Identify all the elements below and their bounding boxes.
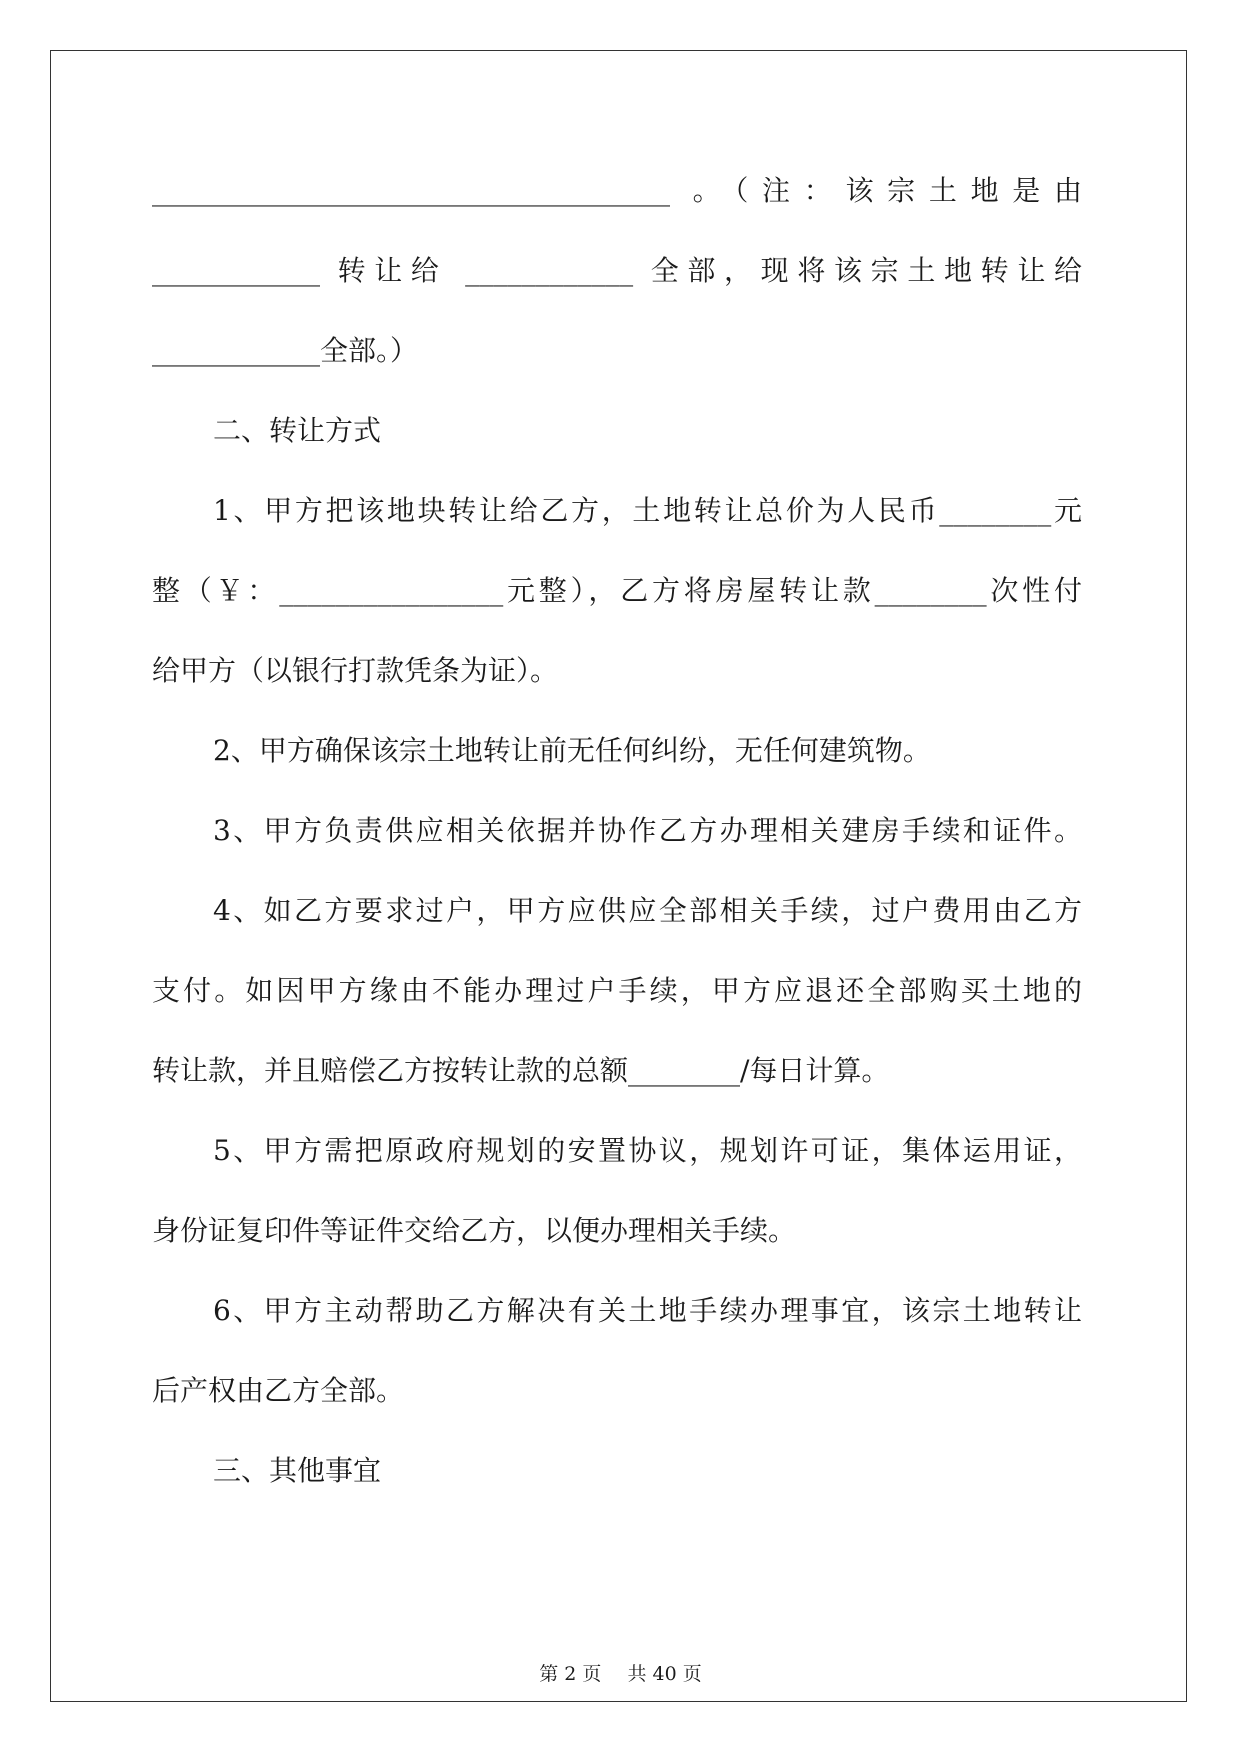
clause-4-line-1: 4、如乙方要求过户，甲方应供应全部相关手续，过户费用由乙方 [213,894,1082,927]
clause-3: 3、甲方负责供应相关依据并协作乙方办理相关建房手续和证件。 [213,814,1082,847]
clause-1-line-2: 整（￥：________________元整），乙方将房屋转让款________次性付 [152,574,1082,607]
page-number: 第 2 页 [539,1663,602,1685]
clause-6-line-1: 6、甲方主动帮助乙方解决有关土地手续办理事宜，该宗土地转让 [213,1294,1082,1327]
section-heading-2: 二、转让方式 [213,414,382,447]
clause-1-line-3: 给甲方（以银行打款凭条为证）。 [152,654,559,687]
clause-5-line-2: 身份证复印件等证件交给乙方，以便办理相关手续。 [152,1214,797,1247]
clause-1-line-1: 1、甲方把该地块转让给乙方，土地转让总价为人民币________元 [213,494,1082,527]
text-line-1: _____________________________________ 。（注：该宗土地是由 [152,174,1082,207]
clause-6-line-2: 后产权由乙方全部。 [152,1374,405,1407]
clause-2: 2、甲方确保该宗土地转让前无任何纠纷，无任何建筑物。 [213,734,931,767]
page-footer [0,1662,1241,1686]
text-line-2: ____________ 转让给 ____________ 全部，现将该宗土地转让给 [152,254,1082,287]
page-total: 共 40 页 [627,1663,702,1685]
clause-5-line-1: 5、甲方需把原政府规划的安置协议，规划许可证，集体运用证， [213,1134,1082,1167]
clause-4-line-3: 转让款，并且赔偿乙方按转让款的总额________/每日计算。 [152,1054,890,1087]
clause-4-line-2: 支付。如因甲方缘由不能办理过户手续，甲方应退还全部购买土地的 [152,974,1082,1007]
text-line-3: ____________全部。） [152,334,419,367]
section-heading-3: 三、其他事宜 [213,1454,382,1487]
